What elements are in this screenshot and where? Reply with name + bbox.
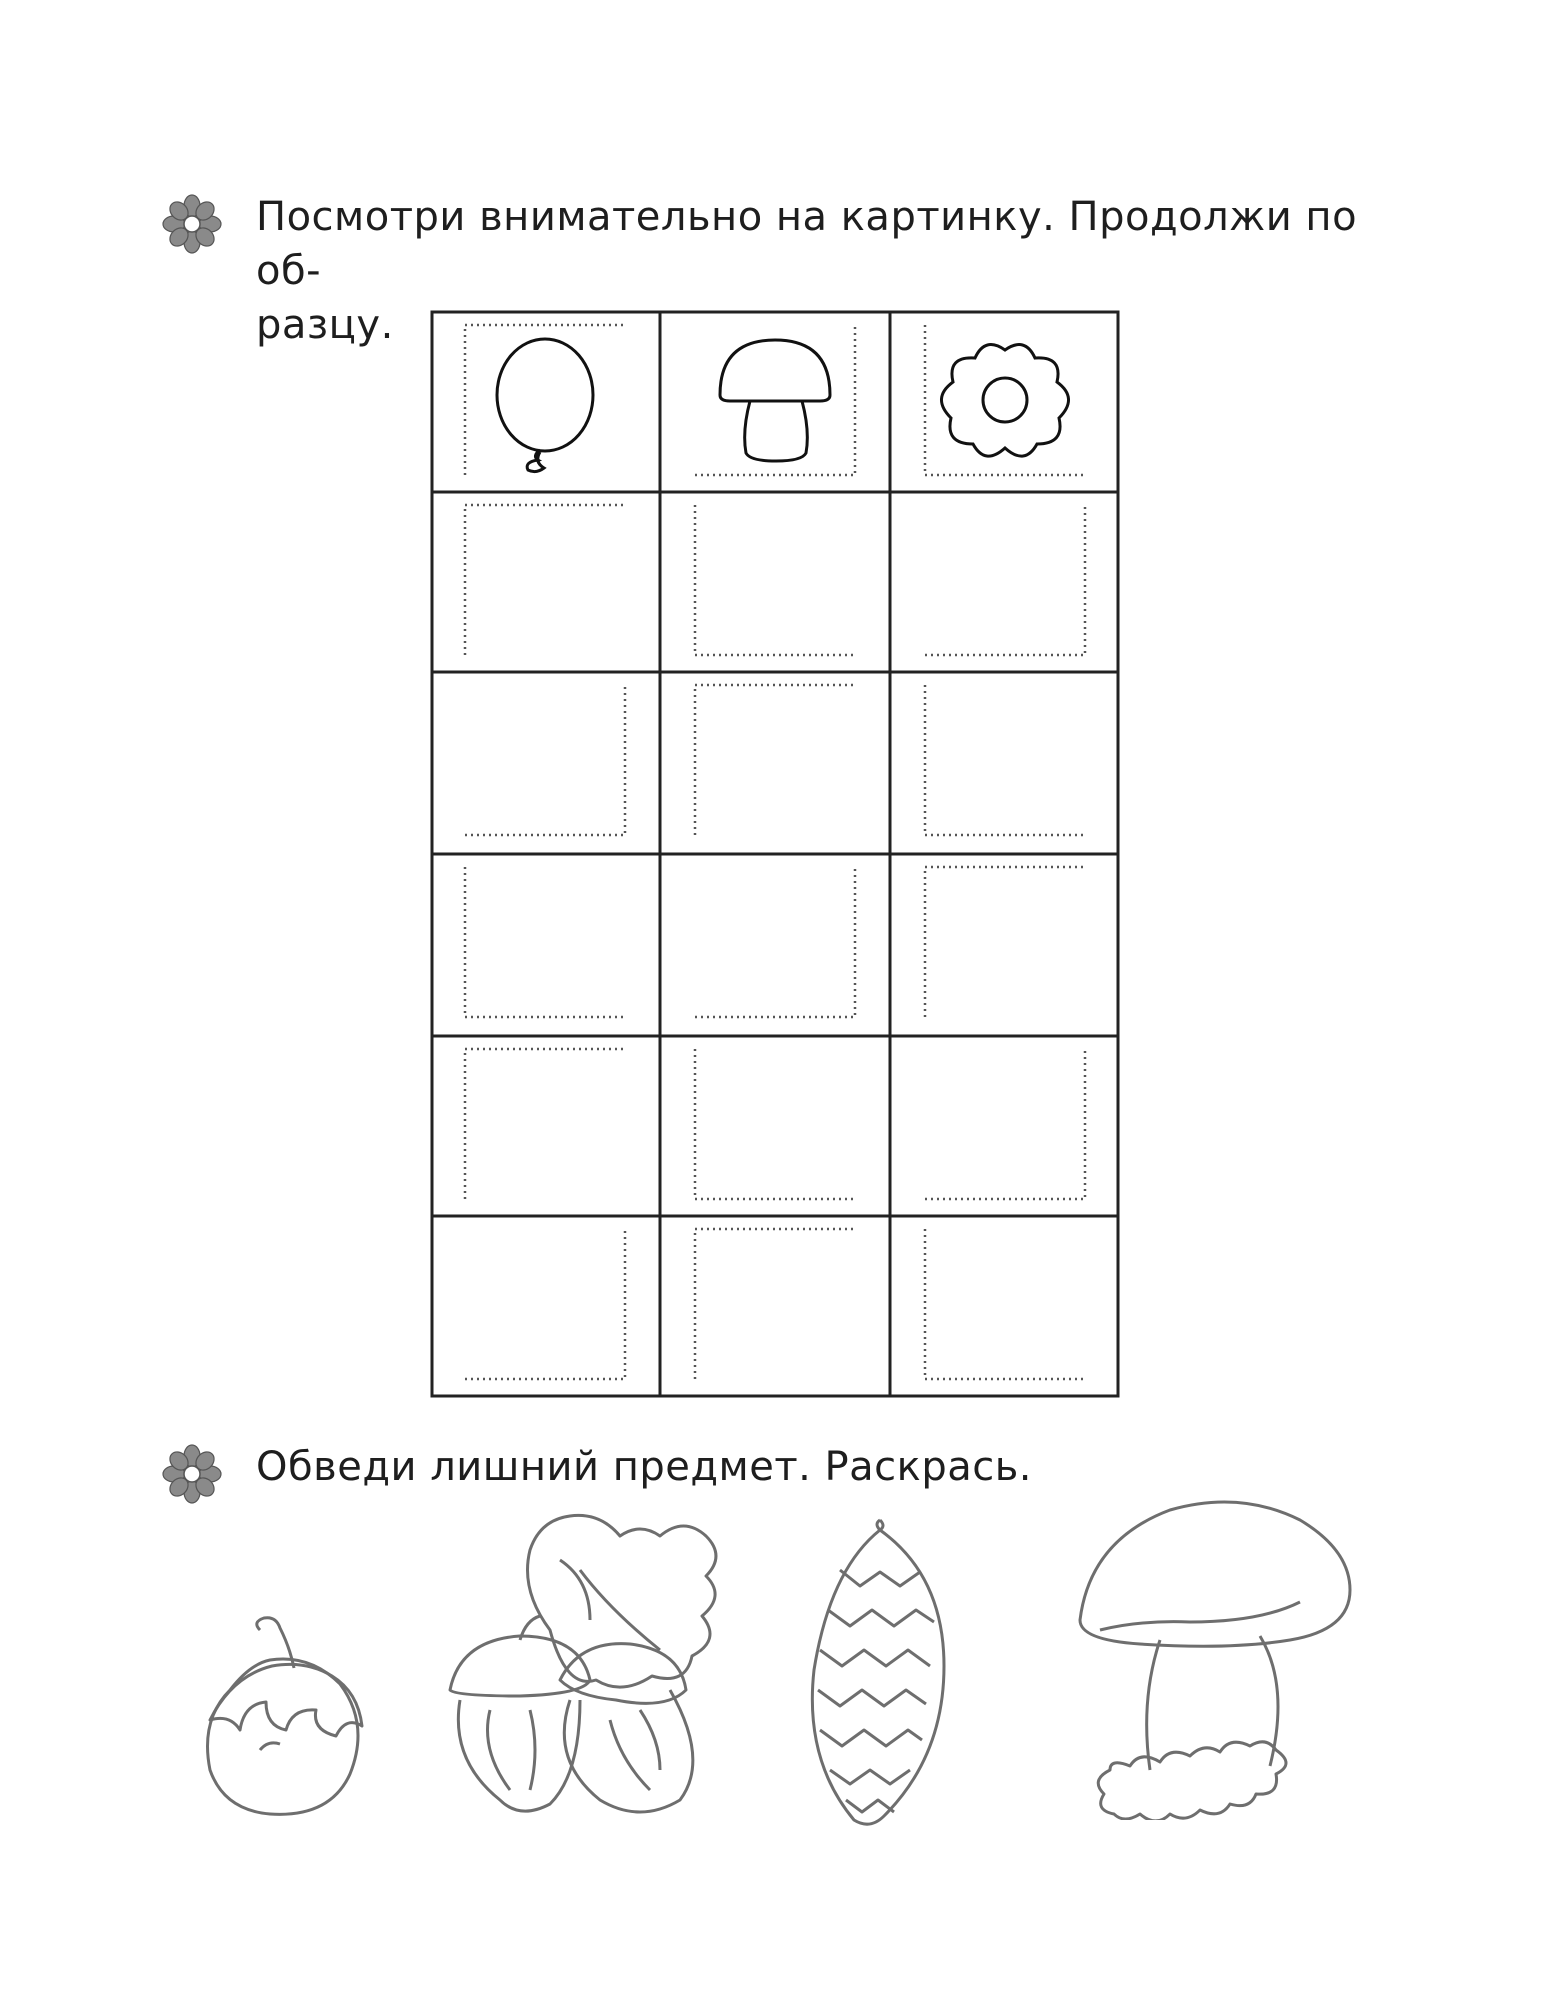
task-2 — [160, 1440, 1400, 1494]
trace-r4c2 — [695, 867, 855, 1017]
trace-r6c1 — [465, 1229, 625, 1379]
trace-r5c1 — [465, 1049, 625, 1199]
trace-r5c3 — [925, 1049, 1085, 1199]
trace-r6c2 — [695, 1229, 855, 1379]
task-1-instruction: Посмотри внимательно на картинку. Продолжи по об- разцу. — [256, 194, 1358, 348]
porcini-mushroom-icon[interactable] — [1070, 1500, 1360, 1820]
trace-r4c3 — [925, 867, 1085, 1017]
trace-r5c2 — [695, 1049, 855, 1199]
task-2-instruction: Обведи лишний предмет. Раскрась. — [256, 1444, 1033, 1490]
trace-r2c2 — [695, 505, 855, 655]
pine-cone-icon[interactable] — [800, 1510, 960, 1830]
trace-r3c1 — [465, 685, 625, 835]
trace-r2c3 — [925, 505, 1085, 655]
pattern-grid — [430, 310, 1120, 1398]
mushroom-icon — [720, 340, 830, 461]
odd-one-out-items — [190, 1500, 1370, 1830]
trace-r6c3 — [925, 1229, 1085, 1379]
balloon-icon — [497, 339, 593, 472]
trace-r4c1 — [465, 867, 625, 1017]
hazelnut-icon[interactable] — [190, 1610, 390, 1820]
pattern-grid-drawing — [430, 310, 1120, 1398]
acorns-with-leaf-icon[interactable] — [440, 1500, 760, 1830]
trace-r2c1 — [465, 505, 625, 655]
trace-r3c2 — [695, 685, 855, 835]
flower-icon — [941, 345, 1068, 457]
trace-r1c3 — [925, 325, 1085, 475]
flower-bullet-icon — [160, 192, 224, 256]
trace-r3c3 — [925, 685, 1085, 835]
flower-bullet-icon — [160, 1442, 224, 1506]
